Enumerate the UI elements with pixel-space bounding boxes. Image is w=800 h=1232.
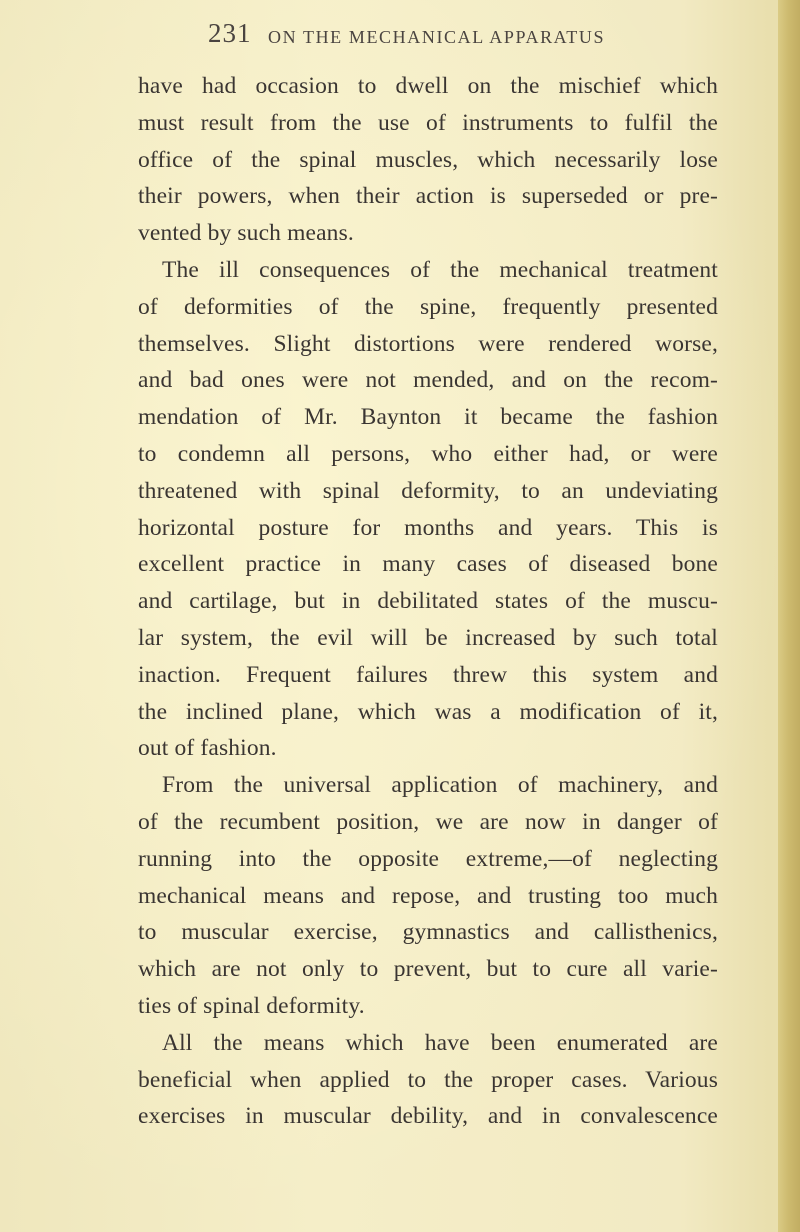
text-line: office of the spinal muscles, which necessarily lose <box>138 146 718 173</box>
text-line: must result from the use of instruments to fulfil the <box>138 109 718 136</box>
page-edge <box>778 0 800 1232</box>
text-line: to muscular exercise, gymnastics and callisthenics, <box>138 919 718 946</box>
running-title: ON THE MECHANICAL APPARATUS <box>268 27 606 47</box>
text-line: All the means which have been enumerated are <box>162 1029 718 1056</box>
text-line: which are not only to prevent, but to cure all varie- <box>138 956 718 983</box>
text-line: of deformities of the spine, frequently presented <box>138 293 718 320</box>
text-line: themselves. Slight distortions were rendered worse, <box>138 330 718 357</box>
text-line: mechanical means and repose, and trusting too much <box>138 882 718 909</box>
text-line: lar system, the evil will be increased by such total <box>138 624 718 651</box>
text-line: running into the opposite extreme,—of neglecting <box>138 845 718 872</box>
text-line: and bad ones were not mended, and on the recom- <box>138 367 718 394</box>
text-line: beneficial when applied to the proper cases. Various <box>138 1066 718 1093</box>
text-line: and cartilage, but in debilitated states of the muscu- <box>138 588 718 615</box>
body-text <box>138 68 718 1135</box>
text-line: inaction. Frequent failures threw this system and <box>138 661 718 688</box>
text-line: horizontal posture for months and years. This is <box>138 514 718 541</box>
text-line: The ill consequences of the mechanical treatment <box>162 256 718 283</box>
text-line: to condemn all persons, who either had, or were <box>138 440 718 467</box>
text-line: excellent practice in many cases of diseased bone <box>138 551 718 578</box>
text-line: their powers, when their action is superseded or pre- <box>138 183 718 210</box>
text-line: have had occasion to dwell on the mischief which <box>138 73 718 99</box>
text-line: out of fashion. <box>138 735 277 762</box>
text-line: vented by such means. <box>138 220 354 247</box>
text-line: exercises in muscular debility, and in convalescence <box>138 1103 718 1130</box>
text-line: threatened with spinal deformity, to an undeviating <box>138 477 718 504</box>
page-header <box>0 18 800 58</box>
text-line: mendation of Mr. Baynton it became the fashion <box>138 404 718 431</box>
text-line: the inclined plane, which was a modification of it, <box>138 698 718 725</box>
page-number: 231 <box>208 18 252 48</box>
text-line: From the universal application of machinery, and <box>162 772 718 799</box>
text-line: of the recumbent position, we are now in danger of <box>138 808 718 835</box>
text-line: ties of spinal deformity. <box>138 992 365 1019</box>
